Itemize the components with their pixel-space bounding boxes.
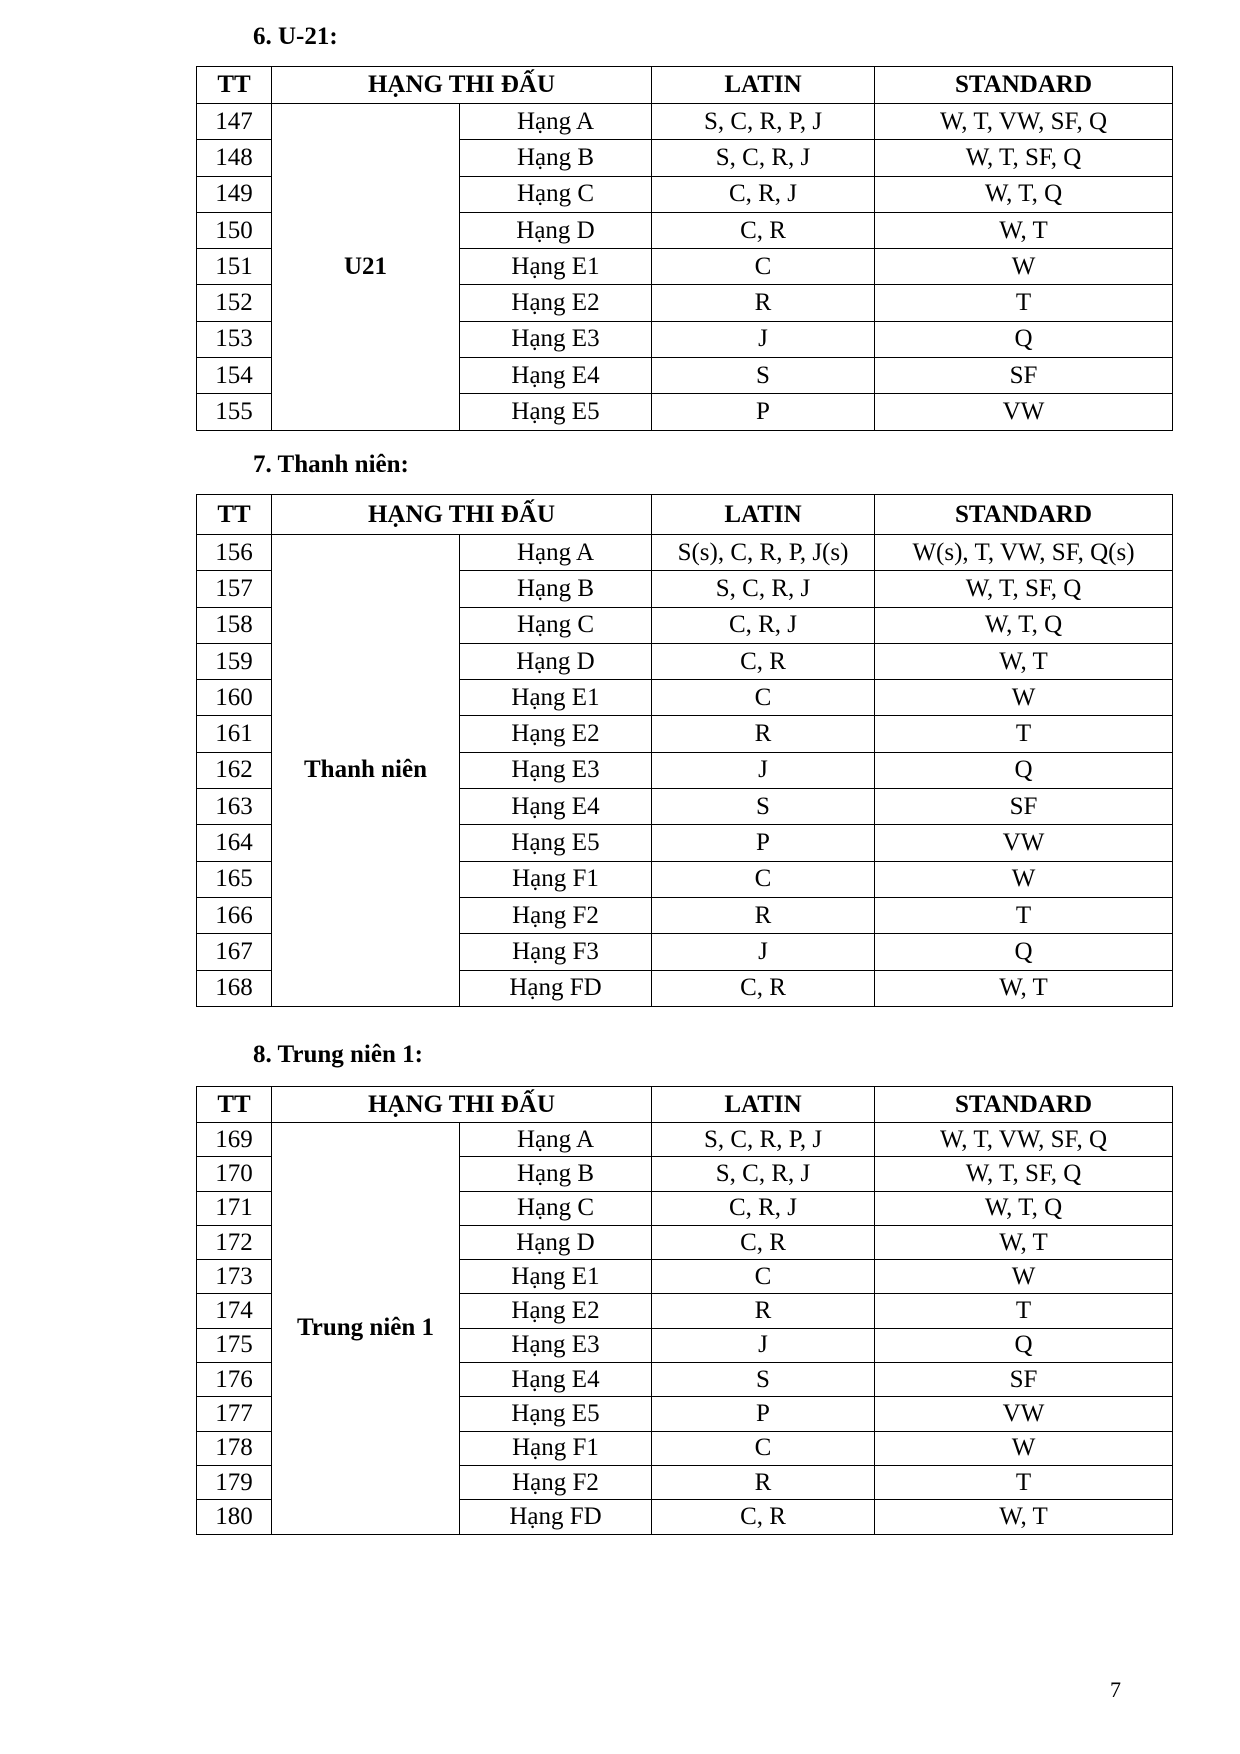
standard-dances: W, T, Q (875, 176, 1173, 212)
standard-dances: T (875, 1294, 1173, 1328)
latin-dances: P (652, 394, 875, 430)
page-number: 7 (1110, 1677, 1121, 1702)
standard-dances: W (875, 861, 1173, 897)
latin-dances: R (652, 897, 875, 933)
header-tt: TT (197, 67, 272, 104)
row-number: 149 (197, 176, 272, 212)
row-number: 172 (197, 1225, 272, 1259)
section-title: 6. U-21: (253, 23, 338, 50)
standard-dances: W, T (875, 970, 1173, 1006)
standard-dances: T (875, 285, 1173, 321)
latin-dances: C, R (652, 643, 875, 679)
class-name: Hạng B (460, 140, 652, 176)
latin-dances: C, R (652, 970, 875, 1006)
row-number: 153 (197, 321, 272, 357)
class-name: Hạng A (460, 535, 652, 571)
row-number: 165 (197, 861, 272, 897)
class-name: Hạng C (460, 607, 652, 643)
row-number: 168 (197, 970, 272, 1006)
row-number: 147 (197, 104, 272, 140)
standard-dances: SF (875, 358, 1173, 394)
section-title: 7. Thanh niên: (253, 451, 409, 478)
class-name: Hạng E5 (460, 825, 652, 861)
header-tt: TT (197, 495, 272, 535)
row-number: 160 (197, 680, 272, 716)
row-number: 167 (197, 934, 272, 970)
latin-dances: R (652, 285, 875, 321)
standard-dances: SF (875, 789, 1173, 825)
row-number: 174 (197, 1294, 272, 1328)
latin-dances: S (652, 789, 875, 825)
class-name: Hạng B (460, 571, 652, 607)
header-latin: LATIN (652, 1087, 875, 1123)
class-name: Hạng B (460, 1157, 652, 1191)
standard-dances: T (875, 716, 1173, 752)
class-name: Hạng D (460, 1225, 652, 1259)
row-number: 150 (197, 212, 272, 248)
standard-dances: W (875, 680, 1173, 716)
latin-dances: C, R, J (652, 607, 875, 643)
latin-dances: C (652, 861, 875, 897)
row-number: 169 (197, 1123, 272, 1157)
class-name: Hạng E3 (460, 1328, 652, 1362)
row-number: 175 (197, 1328, 272, 1362)
standard-dances: T (875, 897, 1173, 933)
class-name: Hạng E2 (460, 716, 652, 752)
class-name: Hạng E4 (460, 789, 652, 825)
class-name: Hạng E1 (460, 1260, 652, 1294)
row-number: 179 (197, 1465, 272, 1499)
row-number: 166 (197, 897, 272, 933)
latin-dances: C, R (652, 1500, 875, 1534)
row-number: 159 (197, 643, 272, 679)
class-name: Hạng E1 (460, 249, 652, 285)
latin-dances: R (652, 1465, 875, 1499)
latin-dances: J (652, 321, 875, 357)
class-name: Hạng A (460, 104, 652, 140)
latin-dances: S, C, R, J (652, 571, 875, 607)
class-name: Hạng F3 (460, 934, 652, 970)
standard-dances: SF (875, 1363, 1173, 1397)
latin-dances: S (652, 1363, 875, 1397)
standard-dances: W, T, Q (875, 1191, 1173, 1225)
standard-dances: W (875, 1260, 1173, 1294)
row-number: 154 (197, 358, 272, 394)
class-name: Hạng F2 (460, 897, 652, 933)
latin-dances: R (652, 716, 875, 752)
header-standard: STANDARD (875, 67, 1173, 104)
row-number: 155 (197, 394, 272, 430)
standard-dances: W, T, SF, Q (875, 1157, 1173, 1191)
latin-dances: C (652, 1431, 875, 1465)
row-number: 157 (197, 571, 272, 607)
row-number: 148 (197, 140, 272, 176)
row-number: 161 (197, 716, 272, 752)
row-number: 171 (197, 1191, 272, 1225)
class-name: Hạng FD (460, 1500, 652, 1534)
standard-dances: T (875, 1465, 1173, 1499)
row-number: 163 (197, 789, 272, 825)
table-row (197, 104, 1173, 140)
header-row (197, 495, 1173, 535)
latin-dances: R (652, 1294, 875, 1328)
standard-dances: W, T (875, 1225, 1173, 1259)
class-name: Hạng E5 (460, 394, 652, 430)
class-name: Hạng F2 (460, 1465, 652, 1499)
class-name: Hạng C (460, 1191, 652, 1225)
category-table (196, 1086, 1173, 1535)
row-number: 158 (197, 607, 272, 643)
standard-dances: W, T, Q (875, 607, 1173, 643)
class-name: Hạng E4 (460, 358, 652, 394)
category-table (196, 494, 1173, 1007)
class-name: Hạng A (460, 1123, 652, 1157)
header-category: HẠNG THI ĐẤU (272, 1087, 652, 1123)
latin-dances: S, C, R, P, J (652, 104, 875, 140)
latin-dances: C (652, 1260, 875, 1294)
class-name: Hạng D (460, 212, 652, 248)
standard-dances: W, T (875, 212, 1173, 248)
class-name: Hạng F1 (460, 1431, 652, 1465)
row-number: 176 (197, 1363, 272, 1397)
latin-dances: S (652, 358, 875, 394)
row-number: 173 (197, 1260, 272, 1294)
latin-dances: S, C, R, J (652, 140, 875, 176)
latin-dances: P (652, 1397, 875, 1431)
age-group-label: U21 (272, 104, 460, 431)
latin-dances: J (652, 1328, 875, 1362)
standard-dances: W, T, VW, SF, Q (875, 1123, 1173, 1157)
standard-dances: W (875, 249, 1173, 285)
row-number: 177 (197, 1397, 272, 1431)
standard-dances: W, T, SF, Q (875, 571, 1173, 607)
section-title: 8. Trung niên 1: (253, 1041, 423, 1068)
standard-dances: W (875, 1431, 1173, 1465)
standard-dances: W, T, SF, Q (875, 140, 1173, 176)
class-name: Hạng FD (460, 970, 652, 1006)
standard-dances: Q (875, 934, 1173, 970)
header-tt: TT (197, 1087, 272, 1123)
standard-dances: VW (875, 394, 1173, 430)
header-category: HẠNG THI ĐẤU (272, 67, 652, 104)
class-name: Hạng F1 (460, 861, 652, 897)
row-number: 156 (197, 535, 272, 571)
latin-dances: J (652, 752, 875, 788)
row-number: 178 (197, 1431, 272, 1465)
latin-dances: S, C, R, P, J (652, 1123, 875, 1157)
standard-dances: VW (875, 1397, 1173, 1431)
latin-dances: C, R (652, 212, 875, 248)
latin-dances: P (652, 825, 875, 861)
latin-dances: C (652, 249, 875, 285)
standard-dances: W(s), T, VW, SF, Q(s) (875, 535, 1173, 571)
class-name: Hạng D (460, 643, 652, 679)
row-number: 164 (197, 825, 272, 861)
row-number: 170 (197, 1157, 272, 1191)
category-table (196, 66, 1173, 431)
standard-dances: Q (875, 1328, 1173, 1362)
latin-dances: C, R, J (652, 176, 875, 212)
standard-dances: Q (875, 752, 1173, 788)
class-name: Hạng E2 (460, 285, 652, 321)
class-name: Hạng E3 (460, 321, 652, 357)
table-row (197, 535, 1173, 571)
latin-dances: S, C, R, J (652, 1157, 875, 1191)
header-row (197, 1087, 1173, 1123)
table-row (197, 1123, 1173, 1157)
age-group-label: Thanh niên (272, 535, 460, 1007)
header-latin: LATIN (652, 495, 875, 535)
header-standard: STANDARD (875, 1087, 1173, 1123)
standard-dances: W, T (875, 643, 1173, 679)
latin-dances: S(s), C, R, P, J(s) (652, 535, 875, 571)
class-name: Hạng E5 (460, 1397, 652, 1431)
header-standard: STANDARD (875, 495, 1173, 535)
class-name: Hạng E4 (460, 1363, 652, 1397)
header-category: HẠNG THI ĐẤU (272, 495, 652, 535)
class-name: Hạng E1 (460, 680, 652, 716)
standard-dances: VW (875, 825, 1173, 861)
latin-dances: C, R, J (652, 1191, 875, 1225)
class-name: Hạng E2 (460, 1294, 652, 1328)
class-name: Hạng C (460, 176, 652, 212)
latin-dances: J (652, 934, 875, 970)
row-number: 180 (197, 1500, 272, 1534)
class-name: Hạng E3 (460, 752, 652, 788)
row-number: 151 (197, 249, 272, 285)
age-group-label: Trung niên 1 (272, 1123, 460, 1535)
row-number: 162 (197, 752, 272, 788)
header-latin: LATIN (652, 67, 875, 104)
standard-dances: Q (875, 321, 1173, 357)
header-row (197, 67, 1173, 104)
latin-dances: C (652, 680, 875, 716)
latin-dances: C, R (652, 1225, 875, 1259)
row-number: 152 (197, 285, 272, 321)
standard-dances: W, T, VW, SF, Q (875, 104, 1173, 140)
standard-dances: W, T (875, 1500, 1173, 1534)
